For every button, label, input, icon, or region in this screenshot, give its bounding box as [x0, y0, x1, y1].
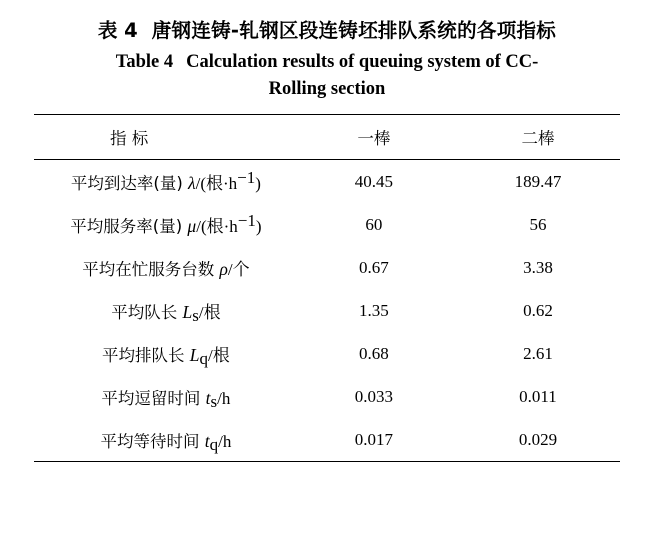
row-value-a: 1.35 [358, 300, 389, 320]
row-unit-pre: /根 [198, 303, 221, 322]
row-value-a: 0.67 [358, 257, 389, 277]
row-value-b: 0.011 [519, 386, 557, 406]
row-symbol: L [189, 345, 200, 365]
row-symbol-subscript: q [199, 349, 209, 368]
table-row [34, 418, 620, 462]
row-unit-pre: /(根·h [195, 174, 238, 193]
row-unit-pre: /根 [208, 346, 230, 365]
row-symbol-subscript: s [192, 306, 199, 325]
row-value-b: 56 [529, 214, 547, 234]
row-label-text: 平均到达率(量) [70, 174, 183, 193]
row-value-a: 0.033 [354, 386, 393, 406]
header-col-b: 二棒 [521, 129, 555, 148]
row-symbol: μ [187, 216, 197, 236]
row-value-b: 0.029 [518, 429, 558, 449]
table-bottom-rule [34, 462, 620, 463]
caption-chinese-label: 表 4 [97, 19, 138, 42]
row-symbol-subscript: s [210, 391, 218, 411]
row-label [34, 375, 292, 418]
row-symbol: t [204, 430, 210, 451]
row-label [34, 203, 292, 246]
row-label [34, 332, 292, 375]
row-unit-post: ) [255, 217, 262, 236]
row-unit-pre: /h [218, 431, 232, 451]
row-symbol-subscript: q [209, 434, 219, 454]
row-symbol: L [182, 302, 193, 322]
row-value-b: 3.38 [523, 257, 553, 277]
table-row [34, 160, 620, 203]
table-row [34, 289, 620, 332]
header-indicator-label: 指 标 [110, 129, 149, 148]
row-value-a: 40.45 [354, 171, 393, 191]
caption-english [34, 46, 620, 103]
row-symbol: λ [188, 173, 196, 193]
row-value-b: 189.47 [514, 171, 562, 191]
row-unit-pre: /个 [227, 260, 250, 279]
header-indicator [34, 115, 292, 160]
caption-english-text-line2: Rolling section [268, 79, 386, 99]
table-row [34, 332, 620, 375]
row-label [34, 289, 292, 332]
row-symbol: ρ [219, 259, 228, 279]
row-label-text: 平均排队长 [102, 346, 185, 365]
row-value-a: 60 [365, 214, 383, 234]
row-label-text: 平均服务率(量) [70, 217, 183, 236]
row-value-a: 0.68 [358, 343, 389, 363]
row-label [34, 246, 292, 289]
row-unit-exponent: −1 [237, 211, 256, 230]
row-label-text: 平均在忙服务台数 [82, 260, 215, 279]
header-col-a: 一棒 [357, 129, 391, 148]
row-unit-pre: /(根·h [196, 217, 238, 236]
row-symbol: t [205, 387, 211, 408]
table-row [34, 246, 620, 289]
row-unit-exponent: −1 [237, 168, 256, 187]
caption-chinese-text: 唐钢连铸-轧钢区段连铸坯排队系统的各项指标 [151, 19, 557, 42]
caption-chinese [34, 16, 620, 46]
row-unit-pre: /h [217, 388, 231, 408]
caption-english-label: Table 4 [115, 52, 174, 72]
row-label-text: 平均队长 [111, 303, 178, 322]
row-value-b: 0.62 [523, 300, 553, 320]
row-unit-post: ) [255, 174, 261, 193]
row-label [34, 160, 292, 203]
row-value-b: 2.61 [523, 343, 553, 363]
table-row [34, 375, 620, 418]
caption-english-text-line1: Calculation results of queuing system of CC- [186, 52, 539, 72]
row-label-text: 平均逗留时间 [101, 388, 201, 408]
row-label [34, 418, 292, 462]
table-caption [34, 0, 620, 103]
table-header-row [34, 115, 620, 160]
table-row [34, 203, 620, 246]
row-label-text: 平均等待时间 [100, 431, 200, 451]
row-value-a: 0.017 [354, 429, 393, 449]
indicator-table [34, 114, 620, 462]
